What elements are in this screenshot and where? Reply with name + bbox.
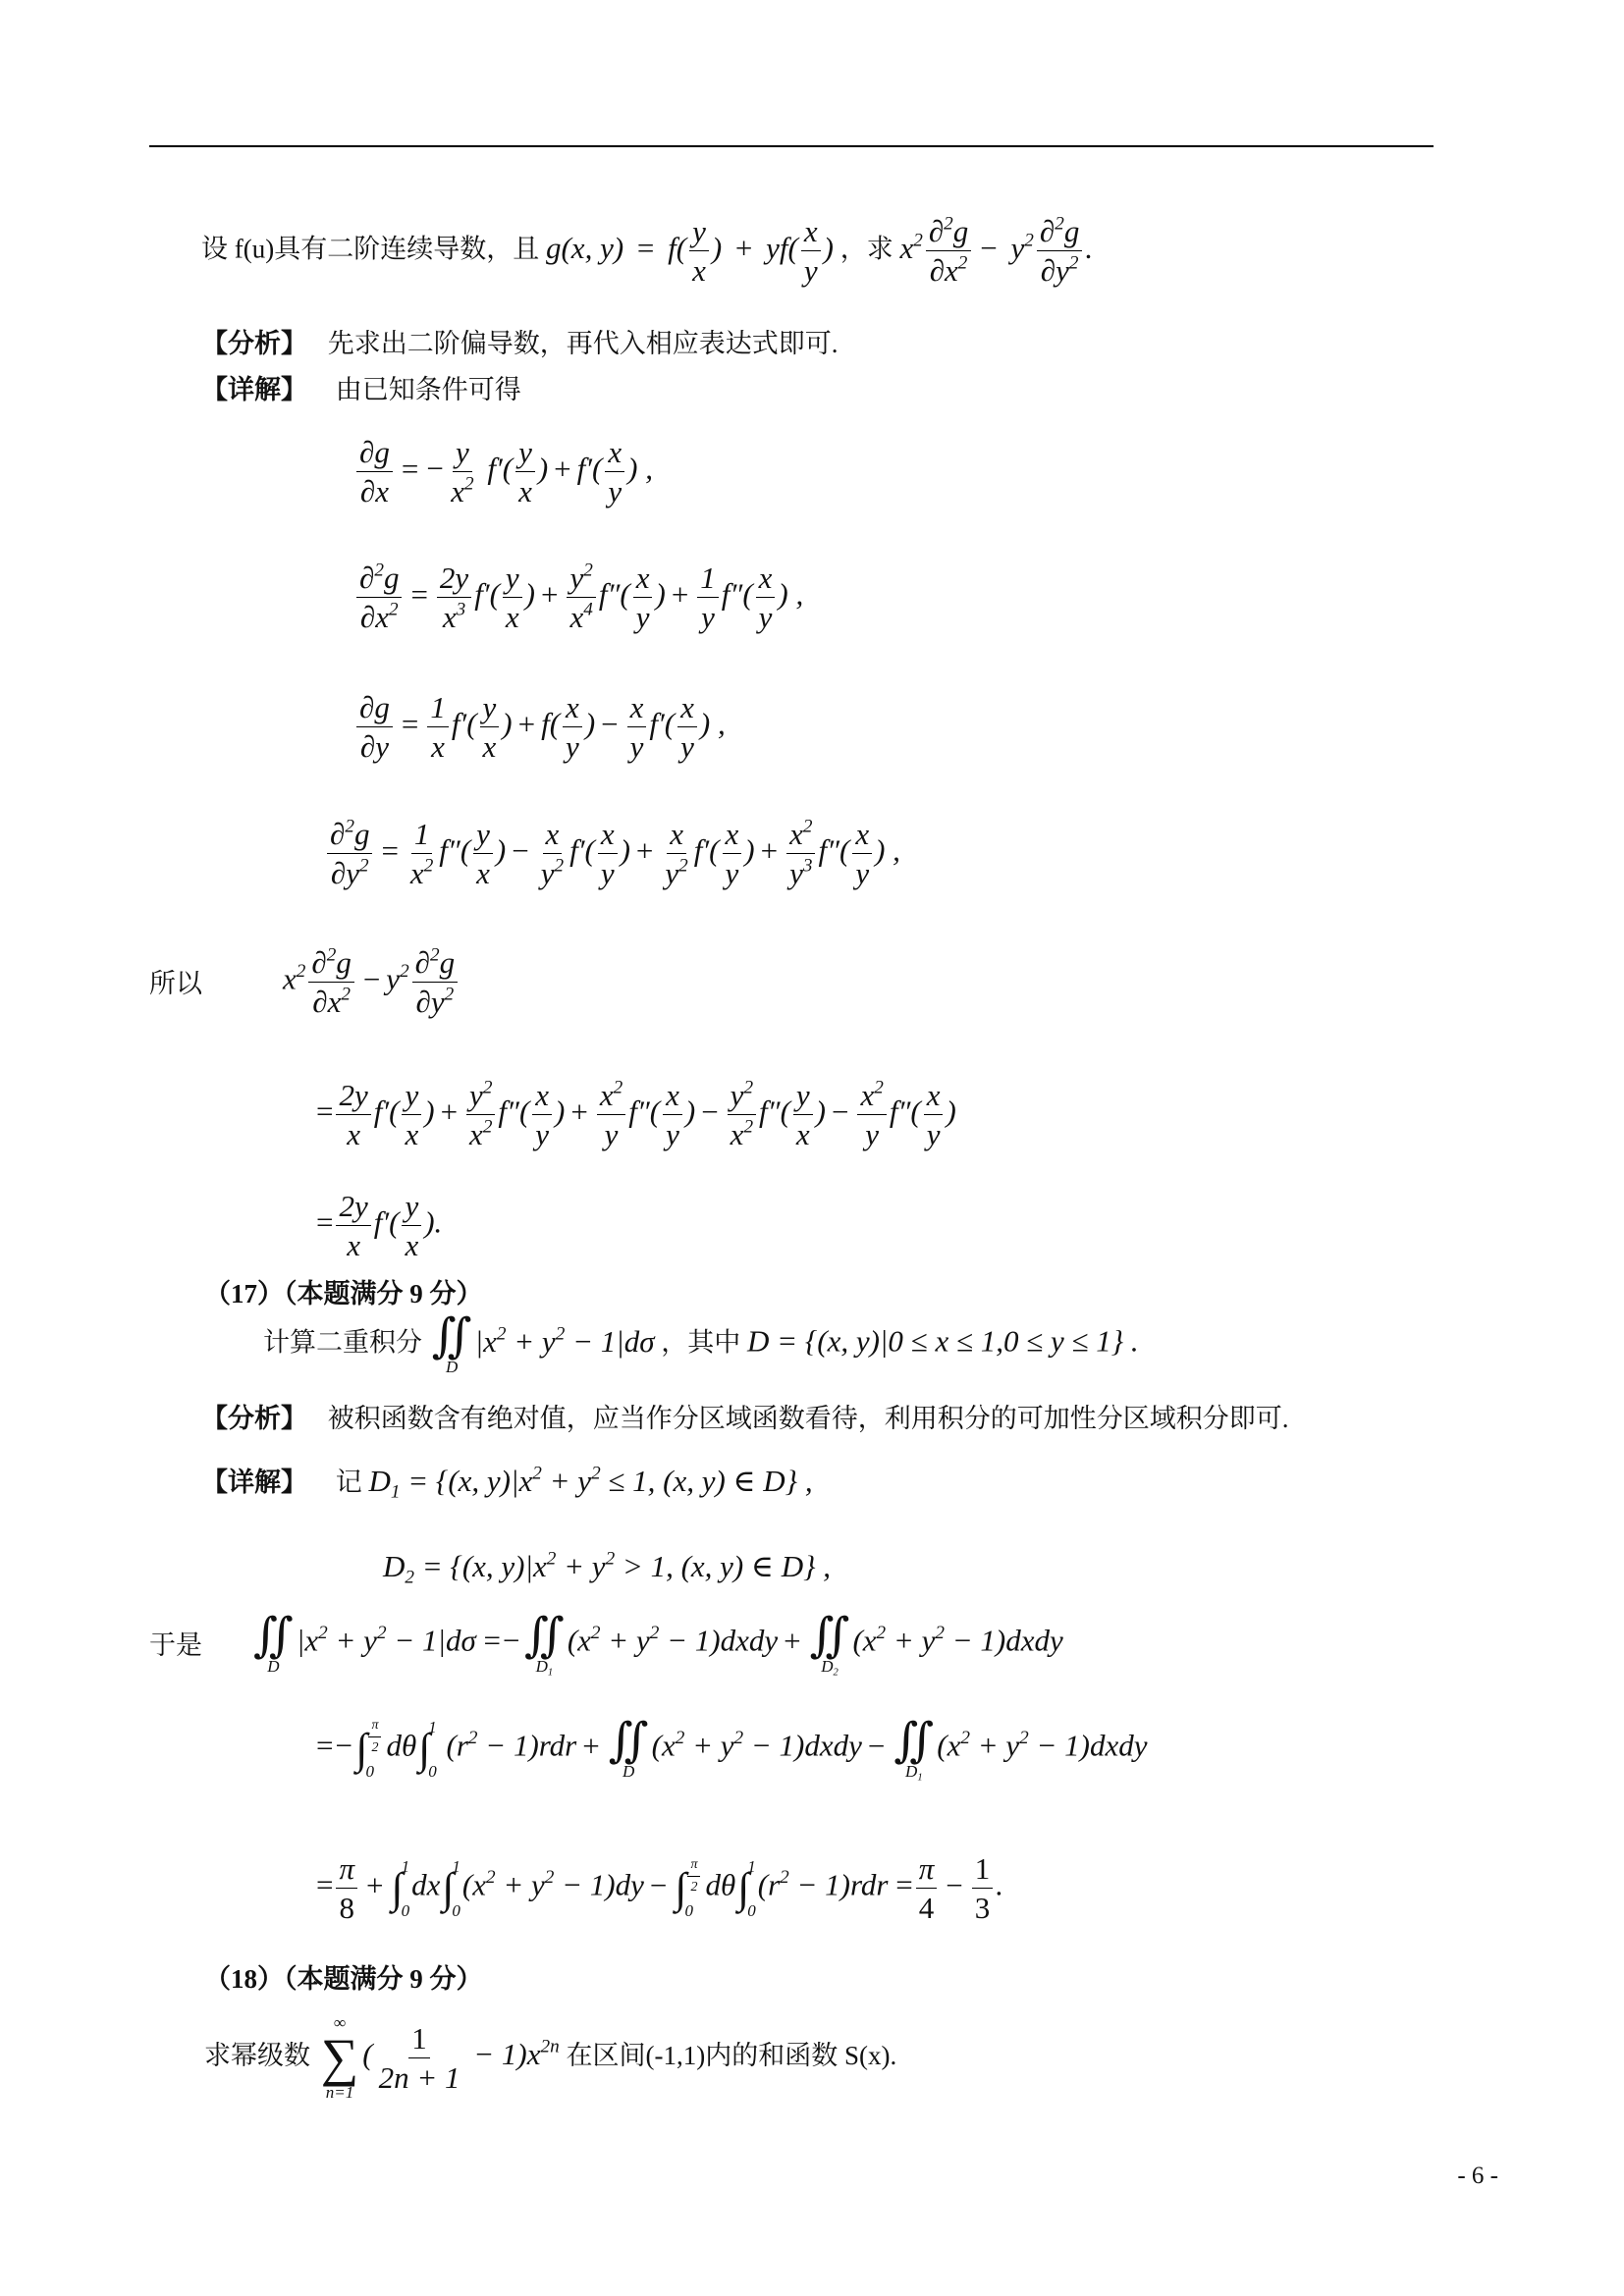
header-rule <box>149 145 1434 147</box>
formula-evaluated: = $\frac{\pi}{8}$ + ∫ 1 0 dx ∫ 1 0 $(x^2 + y^2 - 1)dy$ − ∫ $\frac{\pi}{2}$ 0 dθ ∫ 1 0 $(r^2 - 1)rdr$ = $\frac{\pi}{4}$ − $\frac{1}{3}$ . <box>316 1851 1003 1925</box>
problem17-heading: （17）（本题满分 9 分） <box>204 1279 483 1308</box>
problem17-detail <box>201 1463 813 1503</box>
formula-d2g-dy2: $\frac{\partial^2g}{\partial y^2}$ = $\frac{1}{x^2}$ f″( $\frac{y}{x}$ ) − $\frac{x}{y^2}$ f′( $\frac{x}{y}$ ) + $\frac{x}{y^2}$ f′( $\frac{x}{y}$ ) + $\frac{x^2}{y^3}$ f″( $\frac{x}{y}$ ) , <box>324 819 900 888</box>
analysis-label: 【分析】 <box>201 329 307 358</box>
analysis-label: 【分析】 <box>201 1404 307 1433</box>
formula-dg-dy: $\frac{\partial g}{\partial y}$ = $\frac{1}{x}$ f′( $\frac{y}{x}$ ) + f( $\frac{x}{y}$ ) − $\frac{x}{y}$ f′( $\frac{x}{y}$ ) , <box>353 692 726 762</box>
problem16-intro: 设 f(u)具有二阶连续导数，且 <box>201 234 540 264</box>
formula-target-expression: $x^2$ $\frac{\partial^2g}{\partial x^2}$ − $y^2$ $\frac{\partial^2g}{\partial y^2}$ . <box>899 213 1094 288</box>
formula-expanded-result: = $\frac{2y}{x}$ f′( $\frac{y}{x}$ ) + $\frac{y^2}{x^2}$ f″( $\frac{x}{y}$ ) + $\frac{x^2}{y}$ f″( $\frac{x}{y}$ ) − $\frac{y^2}{x^2}$ f″( $\frac{y}{x}$ ) − $\frac{x^2}{y}$ f″( $\frac{x}{y}$ ) <box>316 1077 956 1151</box>
problem16-detail <box>201 377 521 403</box>
analysis-text: 先求出二阶偏导数，再代入相应表达式即可. <box>327 329 839 358</box>
formula-combination: $x^2$ $\frac{\partial^2g}{\partial x^2}$ − $y^2$ $\frac{\partial^2g}{\partial y^2}$ <box>283 947 460 1017</box>
thus-label: 于是 <box>149 1630 202 1660</box>
formula-split-integral: ∬ D $|x^2 + y^2 - 1|d\sigma$ =− ∬ $D_1$ ($x^2 + y^2$ − 1)dxdy + ∬ $D_2$ ($x^2 + y^2$ − 1)dxdy <box>253 1610 1063 1679</box>
analysis-text: 被积函数含有绝对值，应当作分区域函数看待，利用积分的可加性分区域积分即可. <box>327 1404 1289 1433</box>
detail-prefix: 记 <box>335 1468 362 1497</box>
problem18-question <box>204 2014 896 2101</box>
detail-label: 【详解】 <box>201 375 307 404</box>
detail-label: 【详解】 <box>201 1468 307 1497</box>
problem18-heading: （18）（本题满分 9 分） <box>204 1964 483 1994</box>
formula-power-series: ∞ ∑ n=1 ( $\frac{1}{2n + 1}$ − $1)x^{2n}$ <box>320 2013 560 2102</box>
problem17-prefix: 计算二重积分 <box>263 1327 422 1358</box>
formula-polar-step: =− ∫ $\frac{\pi}{2}$ 0 dθ ∫ 1 0 $(r^2 - 1)rdr$ + ∬ D ($x^2 + y^2$ − 1)dxdy − ∬ $D_1$ ($x^2 + y^2$ − 1)dxdy <box>316 1715 1148 1784</box>
problem16-analysis <box>201 331 839 357</box>
formula-g-definition: g(x, y) = f( $\frac{y}{x}$ ) + yf( $\frac{x}{y}$ ) <box>545 214 834 288</box>
problem18-prefix: 求幂级数 <box>204 2041 310 2071</box>
page-number: - 6 - <box>1457 2163 1498 2189</box>
problem17-question <box>263 1310 1139 1376</box>
problem17-mid: ，其中 <box>661 1327 741 1358</box>
formula-dg-dx: $\frac{\partial g}{\partial x}$ = − $\frac{y}{x^2}$ f′( $\frac{y}{x}$ ) + f′( $\frac{x}{y}$ ) , <box>353 437 653 507</box>
so-label: 所以 <box>149 969 202 998</box>
problem17-analysis <box>201 1406 1289 1432</box>
formula-final-result: = $\frac{2y}{x}$ f′( $\frac{y}{x}$ ). <box>316 1189 443 1262</box>
formula-double-integral: ∬ D $|x^2 + y^2 - 1|d\sigma$ <box>431 1310 655 1376</box>
formula-region-D1: $D_1 = \{(x$, $y)|x^2 + y^2 \le 1$, (x, y) ∈ D} , <box>368 1463 813 1503</box>
formula-region-D: D = {(x, y)|0 ≤ x ≤ 1,0 ≤ y ≤ 1} . <box>747 1323 1139 1359</box>
problem16-statement <box>201 213 1094 288</box>
detail-text: 由已知条件可得 <box>335 375 521 404</box>
formula-d2g-dx2: $\frac{\partial^2g}{\partial x^2}$ = $\frac{2y}{x^3}$ f′( $\frac{y}{x}$ ) + $\frac{y^2}{x^4}$ f″( $\frac{x}{y}$ ) + $\frac{1}{y}$ f″( $\frac{x}{y}$ ) , <box>353 562 803 632</box>
problem16-mid: ，求 <box>839 234 893 264</box>
formula-region-D2: $D_2 = \{(x$, $y)|x^2 + y^2 > 1$, (x, y) ∈ D} , <box>383 1548 831 1588</box>
problem18-suffix: 在区间(-1,1)内的和函数 S(x). <box>566 2041 897 2071</box>
